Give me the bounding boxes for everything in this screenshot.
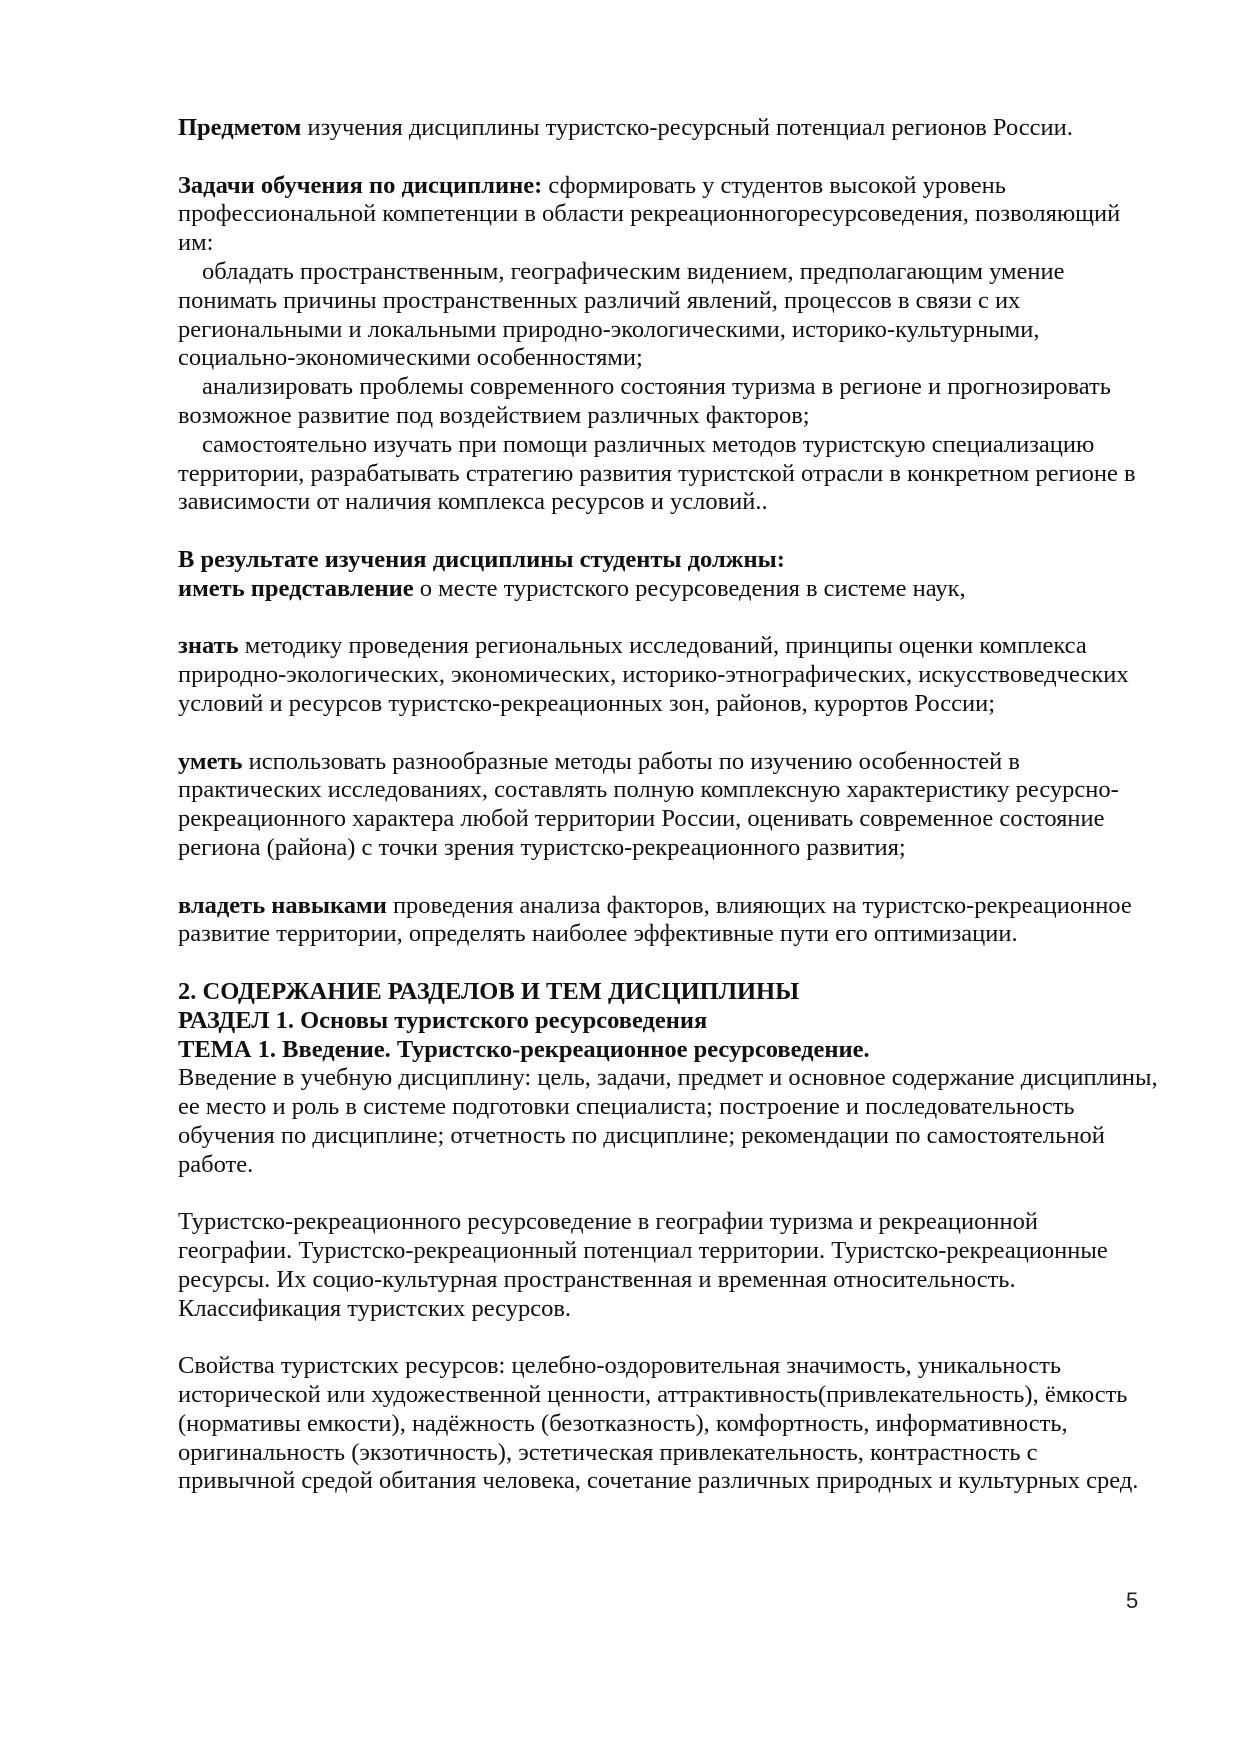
results-heading: В результате изучения дисциплины студенты должны: (178, 545, 785, 573)
part-title: РАЗДЕЛ 1. Основы туристского ресурсоведения (178, 1006, 708, 1034)
result-item (178, 748, 1158, 863)
result-label: владеть навыками (178, 891, 387, 919)
document-page (178, 114, 1158, 1496)
result-text: о месте туристского ресурсоведения в системе наук, (413, 574, 966, 602)
spacer (178, 143, 1158, 172)
result-item (178, 575, 1158, 604)
task-item: анализировать проблемы современного состояния туризма в регионе и прогнозировать возможное развитие под воздействием различных факторов; (178, 373, 1111, 429)
result-label: уметь (178, 747, 243, 775)
tasks-text: сформировать у студентов высокой уровень профессиональной компетенции в области рекреационногоресурсоведения, позволяющий им: (178, 171, 1121, 257)
body-paragraph: Свойства туристских ресурсов: целебно-оздоровительная значимость, уникальность исторической или художественной ценности, аттрактивность(привлекательность), ёмкость (нормативы емкости), надёжность (безотказность), комфортность, информативность, оригинальность (экзотичность), эстетическая привлекательность, контрастность с привычной средой обитания человека, сочетание различных природных и культурных сред. (178, 1352, 1139, 1495)
subject-label: Предметом (178, 114, 302, 141)
result-label: иметь представление (178, 574, 414, 602)
task-item: самостоятельно изучать при помощи различных методов туристскую специализацию территории, разрабатывать стратегию развития туристской отрасли в конкретном регионе в зависимости от наличия комплекса ресурсов и условий.. (178, 430, 1136, 516)
spacer (178, 517, 1158, 546)
spacer (178, 719, 1158, 748)
result-text: использовать разнообразные методы работы по изучению особенностей в практических исследованиях, составлять полную комплексную характеристику ресурсно-рекреационного характера любой территории России, оценивать современное состояние региона (района) с точки зрения туристско-рекреационного развития; (178, 747, 1119, 861)
tasks-label: Задачи обучения по дисциплине: (178, 171, 543, 199)
result-text: проведения анализа факторов, влияющих на туристско-рекреационное развитие территории, определять наиболее эффективные пути его оптимизации. (178, 891, 1132, 948)
subject-paragraph (178, 114, 1158, 143)
subject-text: изучения дисциплины туристско-ресурсный потенциал регионов России. (301, 114, 1073, 141)
spacer (178, 604, 1158, 633)
page-number: 5 (1126, 1588, 1139, 1613)
task-item: обладать пространственным, географическим видением, предполагающим умение понимать причины пространственных различий явлений, процессов в связи с их региональными и локальными природно-экологическими, историко-культурными, социально-экономическими особенностями; (178, 257, 1065, 372)
spacer (178, 1323, 1158, 1352)
topic-title: ТЕМА 1. Введение. Туристско-рекреационное ресурсоведение. (178, 1035, 870, 1063)
spacer (178, 863, 1158, 892)
spacer (178, 1179, 1158, 1208)
section-title: 2. СОДЕРЖАНИЕ РАЗДЕЛОВ И ТЕМ ДИСЦИПЛИНЫ (178, 977, 800, 1005)
result-label: знать (178, 632, 239, 660)
body-paragraph: Введение в учебную дисциплину: цель, задачи, предмет и основное содержание дисциплины, ее место и роль в системе подготовки специалиста; построение и последовательность обучения по дисциплине; отчетность по дисциплине; рекомендации по самостоятельной работе. (178, 1064, 1158, 1178)
result-item (178, 632, 1158, 718)
spacer (178, 949, 1158, 978)
body-paragraph: Туристско-рекреационного ресурсоведение в географии туризма и рекреационной географии. Туристско-рекреационный потенциал территории. Туристско-рекреационные ресурсы. Их социо-культурная пространственная и временная относительность. Классификация туристских ресурсов. (178, 1208, 1108, 1322)
result-text: методику проведения региональных исследований, принципы оценки комплекса природно-экологических, экономических, историко-этнографических, искусствоведческих условий и ресурсов туристско-рекреационных зон, районов, курортов России; (178, 632, 1129, 717)
result-item (178, 892, 1158, 950)
tasks-paragraph (178, 172, 1158, 258)
